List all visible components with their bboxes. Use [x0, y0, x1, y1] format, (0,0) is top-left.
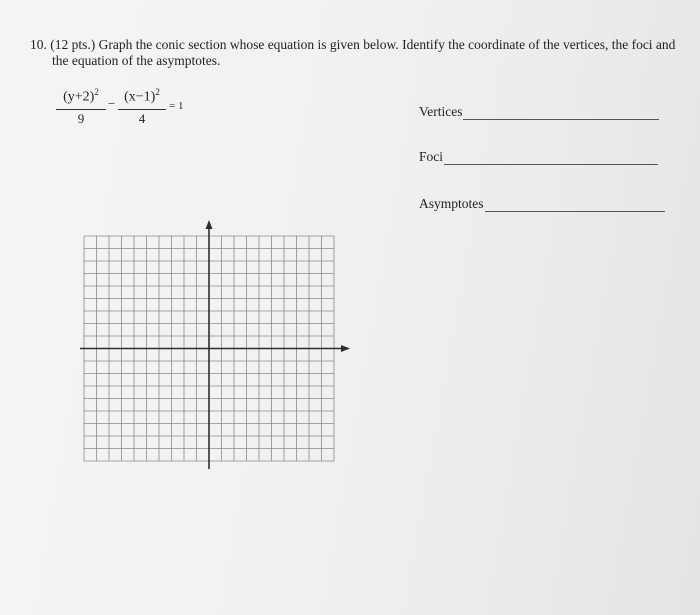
y-axis-arrow-icon — [206, 220, 213, 229]
foci-answer — [419, 149, 658, 165]
minus-sign: − — [108, 96, 116, 111]
x-axis-arrow-icon — [341, 345, 350, 352]
fraction-bar — [56, 109, 106, 110]
x-term-numerator: (x−1) — [124, 89, 156, 105]
asymptotes-answer-blank[interactable] — [485, 197, 665, 212]
fraction-bar — [118, 109, 166, 110]
hyperbola-equation — [56, 84, 196, 128]
x-term-exponent: 2 — [155, 87, 160, 97]
y-term-numerator: (y+2) — [63, 89, 95, 105]
fraction-y-term — [56, 84, 106, 126]
vertices-answer-blank[interactable] — [463, 105, 659, 120]
y-term-exponent: 2 — [94, 87, 99, 97]
asymptotes-answer — [419, 196, 665, 212]
problem-text-line-2: the equation of the asymptotes. — [52, 53, 221, 68]
problem-statement — [30, 37, 680, 69]
x-term-denominator: 4 — [138, 110, 146, 126]
y-term-denominator: 9 — [77, 110, 85, 126]
foci-label: Foci — [419, 149, 444, 164]
fraction-x-term — [118, 84, 166, 126]
problem-text-line-1: 10. (12 pts.) Graph the conic section whose equation is given below. Identify the coordinate of the vertices, the foci and — [30, 37, 676, 52]
coordinate-grid[interactable] — [78, 218, 358, 483]
asymptotes-label: Asymptotes — [419, 196, 484, 211]
vertices-label: Vertices — [419, 104, 463, 119]
foci-answer-blank[interactable] — [444, 150, 658, 165]
vertices-answer — [419, 104, 659, 120]
equals-one: = 1 — [169, 100, 184, 112]
